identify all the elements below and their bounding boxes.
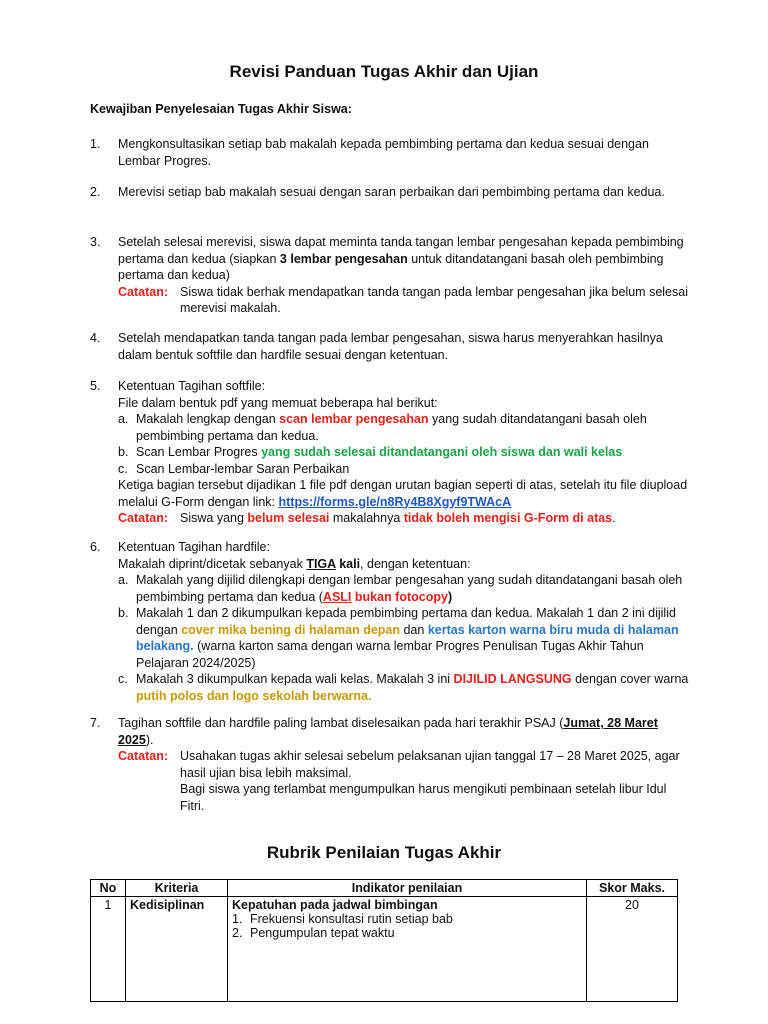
item-number: 7. [90,716,101,730]
sub-label: a. [118,412,129,426]
indicator-title: Kepatuhan pada jadwal bimbingan [232,898,438,912]
highlight-red: DIJILID LANGSUNG [453,672,572,686]
bold-text: 3 lembar pengesahan [279,251,408,266]
text-run: Ketiga bagian tersebut dijadikan 1 file pdf dengan urutan bagian seperti di atas, setelah itu file diupload melalui G-Form dengan link: [118,478,688,509]
text-run: dan [400,622,428,637]
item-text: Mengkonsultasikan setiap bab makalah kepada pembimbing pertama dan kedua sesuai dengan Lembar Progres. [118,137,649,168]
indicator-number: 2. [232,926,243,940]
sub-item-c [118,671,690,704]
gform-link[interactable]: https://forms.gle/n8Ry4B8Xgyf9TWAcA [278,494,512,509]
rubric-table [90,879,678,1002]
list-item-2 [90,184,690,201]
indicator-item [232,926,582,940]
indicator-text: Pengumpulan tepat waktu [250,926,395,940]
note-text: Usahakan tugas akhir selesai sebelum pelaksanan ujian tanggal 17 – 28 Maret 2025, agar hasil ujian bisa lebih maksimal. [180,749,680,780]
sub-label: a. [118,573,129,587]
section-heading: Kewajiban Penyelesaian Tugas Akhir Siswa: [90,102,352,116]
deadline-date: Jumat, 28 Maret 2025 [118,716,658,747]
table-row [91,897,678,1002]
indicator-number: 1. [232,912,243,926]
text-run: yang sudah ditandatangani basah oleh pembimbing pertama dan kedua. [136,412,647,443]
text-run: Tagihan softfile dan hardfile paling lambat diselesaikan pada hari terakhir PSAJ ( [118,716,564,730]
note-text: Siswa tidak berhak mendapatkan tanda tangan pada lembar pengesahan jika belum selesai merevisi makalah. [180,284,688,315]
item-text [118,556,690,573]
sub-label: b. [118,445,129,459]
indicator-item [232,912,582,926]
text-run: Makalah yang dijilid dilengkapi dengan lembar pengesahan yang sudah ditandatangani basah oleh pembimbing pertama dan kedua ( [136,573,683,604]
item-number: 2. [90,185,101,199]
note [118,510,690,527]
item-number: 4. [90,331,101,345]
note-text: Bagi siswa yang terlambat mengumpulkan harus mengikuti pembinaan setelah libur Idul Fitri. [180,782,667,813]
list-item-3 [90,234,690,317]
sub-item-b [118,605,690,671]
item-text [118,715,690,748]
cell-skor: 20 [587,897,678,1002]
note [118,284,690,317]
text-run: dengan cover warna [571,672,689,686]
text-run: ) [447,589,453,604]
col-header-kriteria: Kriteria [126,880,228,897]
sub-item-a [118,411,690,444]
text-run: (warna karton sama dengan warna lembar Progres Penulisan Tugas Akhir Tahun Pelajaran 2024/2025) [136,639,644,670]
cell-no: 1 [91,897,126,1002]
item-text: Setelah mendapatkan tanda tangan pada lembar pengesahan, siswa harus menyerahkan hasilnya dalam bentuk softfile dan hardfile sesuai dengan ketentuan. [118,331,663,362]
text-run: Siswa yang [180,511,248,525]
highlight-red: belum selesai [247,511,330,525]
text-run: . [612,511,616,525]
list-item-4 [90,330,690,363]
note [118,748,690,814]
item-heading: Ketentuan Tagihan softfile: [118,379,266,393]
note-label: Catatan: [118,284,169,299]
indicator-text: Frekuensi konsultasi rutin setiap bab [250,912,453,926]
cell-kriteria: Kedisiplinan [126,897,228,1002]
sub-label: c. [118,672,128,686]
item-text [118,477,690,510]
highlight-gold: putih polos dan logo sekolah berwarna. [136,688,372,703]
sub-item-c [118,461,690,478]
highlight-gold: cover mika bening di halaman depan [181,622,400,637]
col-header-no: No [91,880,126,897]
item-text: Merevisi setiap bab makalah sesuai dengan saran perbaikan dari pembimbing pertama dan kedua. [118,185,665,199]
list-item-6 [90,539,690,704]
highlight-red: ASLI [322,589,352,604]
item-number: 5. [90,379,101,393]
item-text [118,234,690,284]
list-item-1 [90,136,690,169]
text-run: makalahnya [329,511,404,525]
text-run: Makalah diprint/dicetak sebanyak [118,556,307,571]
list-item-7 [90,715,690,814]
highlight-red: bukan fotocopy [351,589,448,604]
item-number: 6. [90,540,101,554]
item-number: 1. [90,137,101,151]
sub-item-a [118,572,690,605]
text-run: Scan Lembar Progres [136,445,262,459]
text-run: untuk ditandatangani basah oleh pembimbing pertama dan kedua) [118,251,664,282]
col-header-indikator: Indikator penilaian [228,880,587,897]
text-run: Scan Lembar-lembar Saran Perbaikan [136,461,350,476]
page-title: Revisi Panduan Tugas Akhir dan Ujian [229,62,539,81]
col-header-skor: Skor Maks. [587,880,678,897]
item-text: File dalam bentuk pdf yang memuat beberapa hal berikut: [118,395,438,410]
rubric-title: Rubrik Penilaian Tugas Akhir [266,843,502,862]
highlight-green: yang sudah selesai ditandatangani oleh siswa dan wali kelas [261,445,623,459]
highlight-blue: kertas karton warna biru muda di halaman belakang. [136,622,679,653]
bold-text: kali [335,556,361,571]
cell-indikator [228,897,587,1002]
text-run: ). [145,732,154,747]
text-run: Makalah 1 dan 2 dikumpulkan kepada pembimbing pertama dan kedua. Makalah 1 dan 2 ini dijilid dengan [136,606,676,637]
text-run: , dengan ketentuan: [360,556,471,571]
sub-item-b [118,444,690,461]
note-label: Catatan: [118,749,169,763]
cell-spacer [232,940,582,1000]
sub-label: c. [118,461,128,476]
sub-label: b. [118,606,129,620]
bold-underline-text: TIGA [306,556,336,571]
highlight-red: tidak boleh mengisi G-Form di atas [403,511,613,525]
note-label: Catatan: [118,511,169,525]
text-run: Setelah selesai merevisi, siswa dapat meminta tanda tangan lembar pengesahan kepada pembimbing pertama dan kedua (siapkan [118,235,684,266]
list-item-5 [90,378,690,527]
text-run: Makalah 3 dikumpulkan kepada wali kelas. Makalah 3 ini [136,672,454,686]
item-heading: Ketentuan Tagihan hardfile: [118,540,270,554]
table-header-row [91,880,678,897]
highlight-red: scan lembar pengesahan [279,412,429,426]
text-run: Makalah lengkap dengan [136,412,280,426]
item-number: 3. [90,235,101,249]
